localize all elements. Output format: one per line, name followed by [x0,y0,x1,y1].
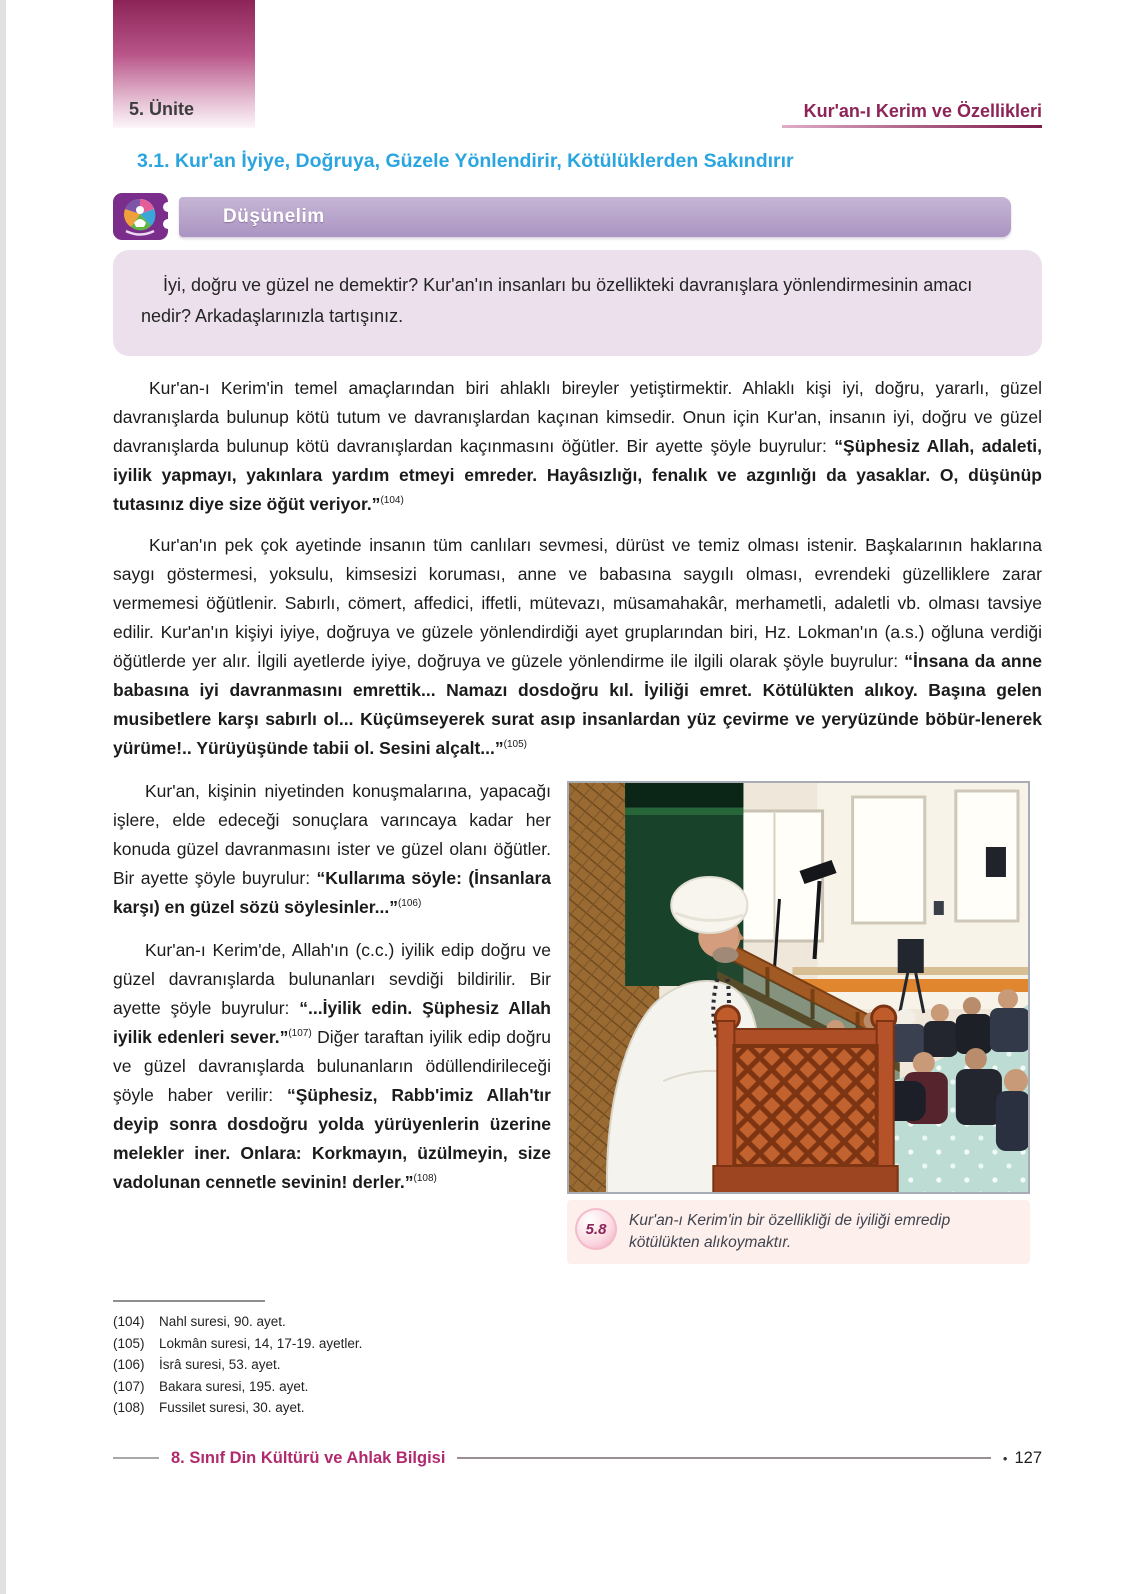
figure-5-8 [567,781,1030,1264]
paragraph-4: Kur'an-ı Kerim'de, Allah'ın (c.c.) iyilik edip doğru ve güzel davranışlarda bulunanları sevdiği bildirilir. Bir ayette şöyle buyrulur: “...İyilik edin. Şüphesiz Allah iyilik edenleri sever.”$^{(107)}$ Diğer taraftan iyilik edip doğru ve güzel davranışlarda bulunanların ödüllendirileceği şöyle haber verilir: “Şüphesiz, Rabb'imiz Allah'tır deyip sonra dosdoğru yolda yürüyenlerin üzerine melekler iner. Onlara: Korkmayın, üzülmeyin, size vadolunan cennetle sevinin! derler.”$^{(108)}$ [113,940,552,1192]
footnote-number: (108) [113,1400,145,1415]
unit-tab [113,0,255,128]
paragraph-3: Kur'an, kişinin niyetinden konuşmalarına, yapacağı işlere, elde edeceği sonuçlara varıncaya kadar her konuda güzel davranmasını ister ve güzel olanı öğütler. Bir ayette şöyle buyrulur: “Kullarıma söyle: (İnsanlara karşı) en güzel sözü söylesinler...”$^{(106)}$ [113,781,551,917]
page-number-value: 127 [1014,1448,1042,1467]
footnote [113,1354,1042,1376]
footer-rule [457,1457,990,1459]
dusunelim-icon [113,193,170,240]
footnote-text: Lokmân suresi, 14, 17-19. ayetler. [159,1335,363,1351]
question-text: İyi, doğru ve güzel ne demektir? Kur'an'ın insanları bu özellikteki davranışlara yönlendirmesinin amacı nedir? Arkadaşlarınızla tartışınız. [141,275,973,326]
page-footer [6,1449,1140,1468]
mosque-sermon-photo [567,781,1030,1194]
text-photo-columns [113,777,1042,1264]
footnote-number: (107) [113,1378,145,1394]
chapter-header [782,101,1042,128]
dusunelim-label: Düşünelim [223,205,325,227]
chapter-title: Kur'an-ı Kerim ve Özellikleri [803,101,1042,121]
footnote-divider [113,1300,265,1302]
footnote-text: Fussilet suresi, 30. ayet. [159,1400,305,1415]
footnote [113,1397,1042,1419]
footnote-text: İsrâ suresi, 53. ayet. [159,1357,281,1372]
chapter-title-underline [782,125,1042,128]
footnote-number: (106) [113,1357,145,1372]
footnote-number: (105) [113,1335,145,1351]
dusunelim-bar [179,197,1011,237]
page-content [6,150,1140,1419]
paragraph-1: Kur'an-ı Kerim'in temel amaçlarından biri ahlaklı bireyler yetiştirmektir. Ahlaklı kişi iyi, doğru, yararlı, güzel davranışlarda bulunup kötü tutum ve davranışlardan kaçınan kimsedir. Onun için Kur'an, insanın iyi, doğru ve güzel davranışlarda bulunup kötü davranışlardan kaçınmasını öğütler. Bir ayette şöyle buyrulur: “Şüphesiz Allah, adaleti, iyilik yapmayı, yakınlara yardım etmeyi emreder. Hayâsızlığı, fenalık ve azgınlığı da yasaklar. O, düşünüp tutasınız diye size öğüt veriyor.”$^{(104)}$ [113,378,1043,514]
footnote [113,1376,1042,1398]
figure-number: 5.8 [585,1220,607,1238]
footnote-number: (104) [113,1314,145,1329]
footnotes [113,1300,1042,1419]
page-number [1003,1449,1042,1468]
book-title: 8. Sınıf Din Kültürü ve Ahlak Bilgisi [171,1448,446,1467]
figure-number-badge [575,1208,617,1250]
footer-left-dash [113,1457,159,1459]
figure-caption-text: Kur'an-ı Kerim'in bir özellikliği de iyiliği emredip kötülükten alıkoymaktır. [629,1212,951,1251]
unit-label: 5. Ünite [129,99,195,119]
footnote [113,1311,1042,1333]
footnote-text: Bakara suresi, 195. ayet. [159,1378,309,1394]
dusunelim-banner [113,193,1042,240]
page-header [6,0,1140,130]
paragraph-2: Kur'an'ın pek çok ayetinde insanın tüm canlıları sevmesi, dürüst ve temiz olması istenir. Başkalarının haklarına saygı göstermesi, yoksulu, kimsesizi koruması, anne ve babasına saygılı olması, evrendeki güzelliklere zarar vermemesi öğütlenir. Sabırlı, cömert, affedici, iffetli, mütevazı, müsamahakâr, merhametli, adaletli vb. olması tavsiye edilir. Kur'an'ın kişiyi iyiye, doğruya ve güzele yönlendirdiği ayet gruplarından biri, Hz. Lokman'ın (a.s.) oğluna verdiği öğütlerde yer alır. İlgili ayetlerde iyiye, doğruya ve güzele yönlendirme ile ilgili olarak şöyle buyrulur: “İnsana da anne babasına iyi davranmasını emrettik... Namazı dosdoğru kıl. İyiliği emret. Kötülükten alıkoy. Başına gelen musibetlere karşı sabırlı ol... Küçümseyerek surat asıp insanlardan yüz çevirme ve yeryüzünde böbür-lenerek yürüme!.. Yürüyüşünde tabii ol. Sesini alçalt...”$^{(105)}$ [113,535,1042,758]
left-text-column [113,777,551,1264]
section-title: 3.1. Kur'an İyiye, Doğruya, Güzele Yönlendirir, Kötülüklerden Sakındırır [137,150,794,172]
footnote-text: Nahl suresi, 90. ayet. [159,1314,286,1329]
question-box [113,250,1042,356]
footer-bullet: • [1002,1450,1008,1466]
figure-caption [567,1200,1030,1264]
footnote [113,1333,1042,1355]
